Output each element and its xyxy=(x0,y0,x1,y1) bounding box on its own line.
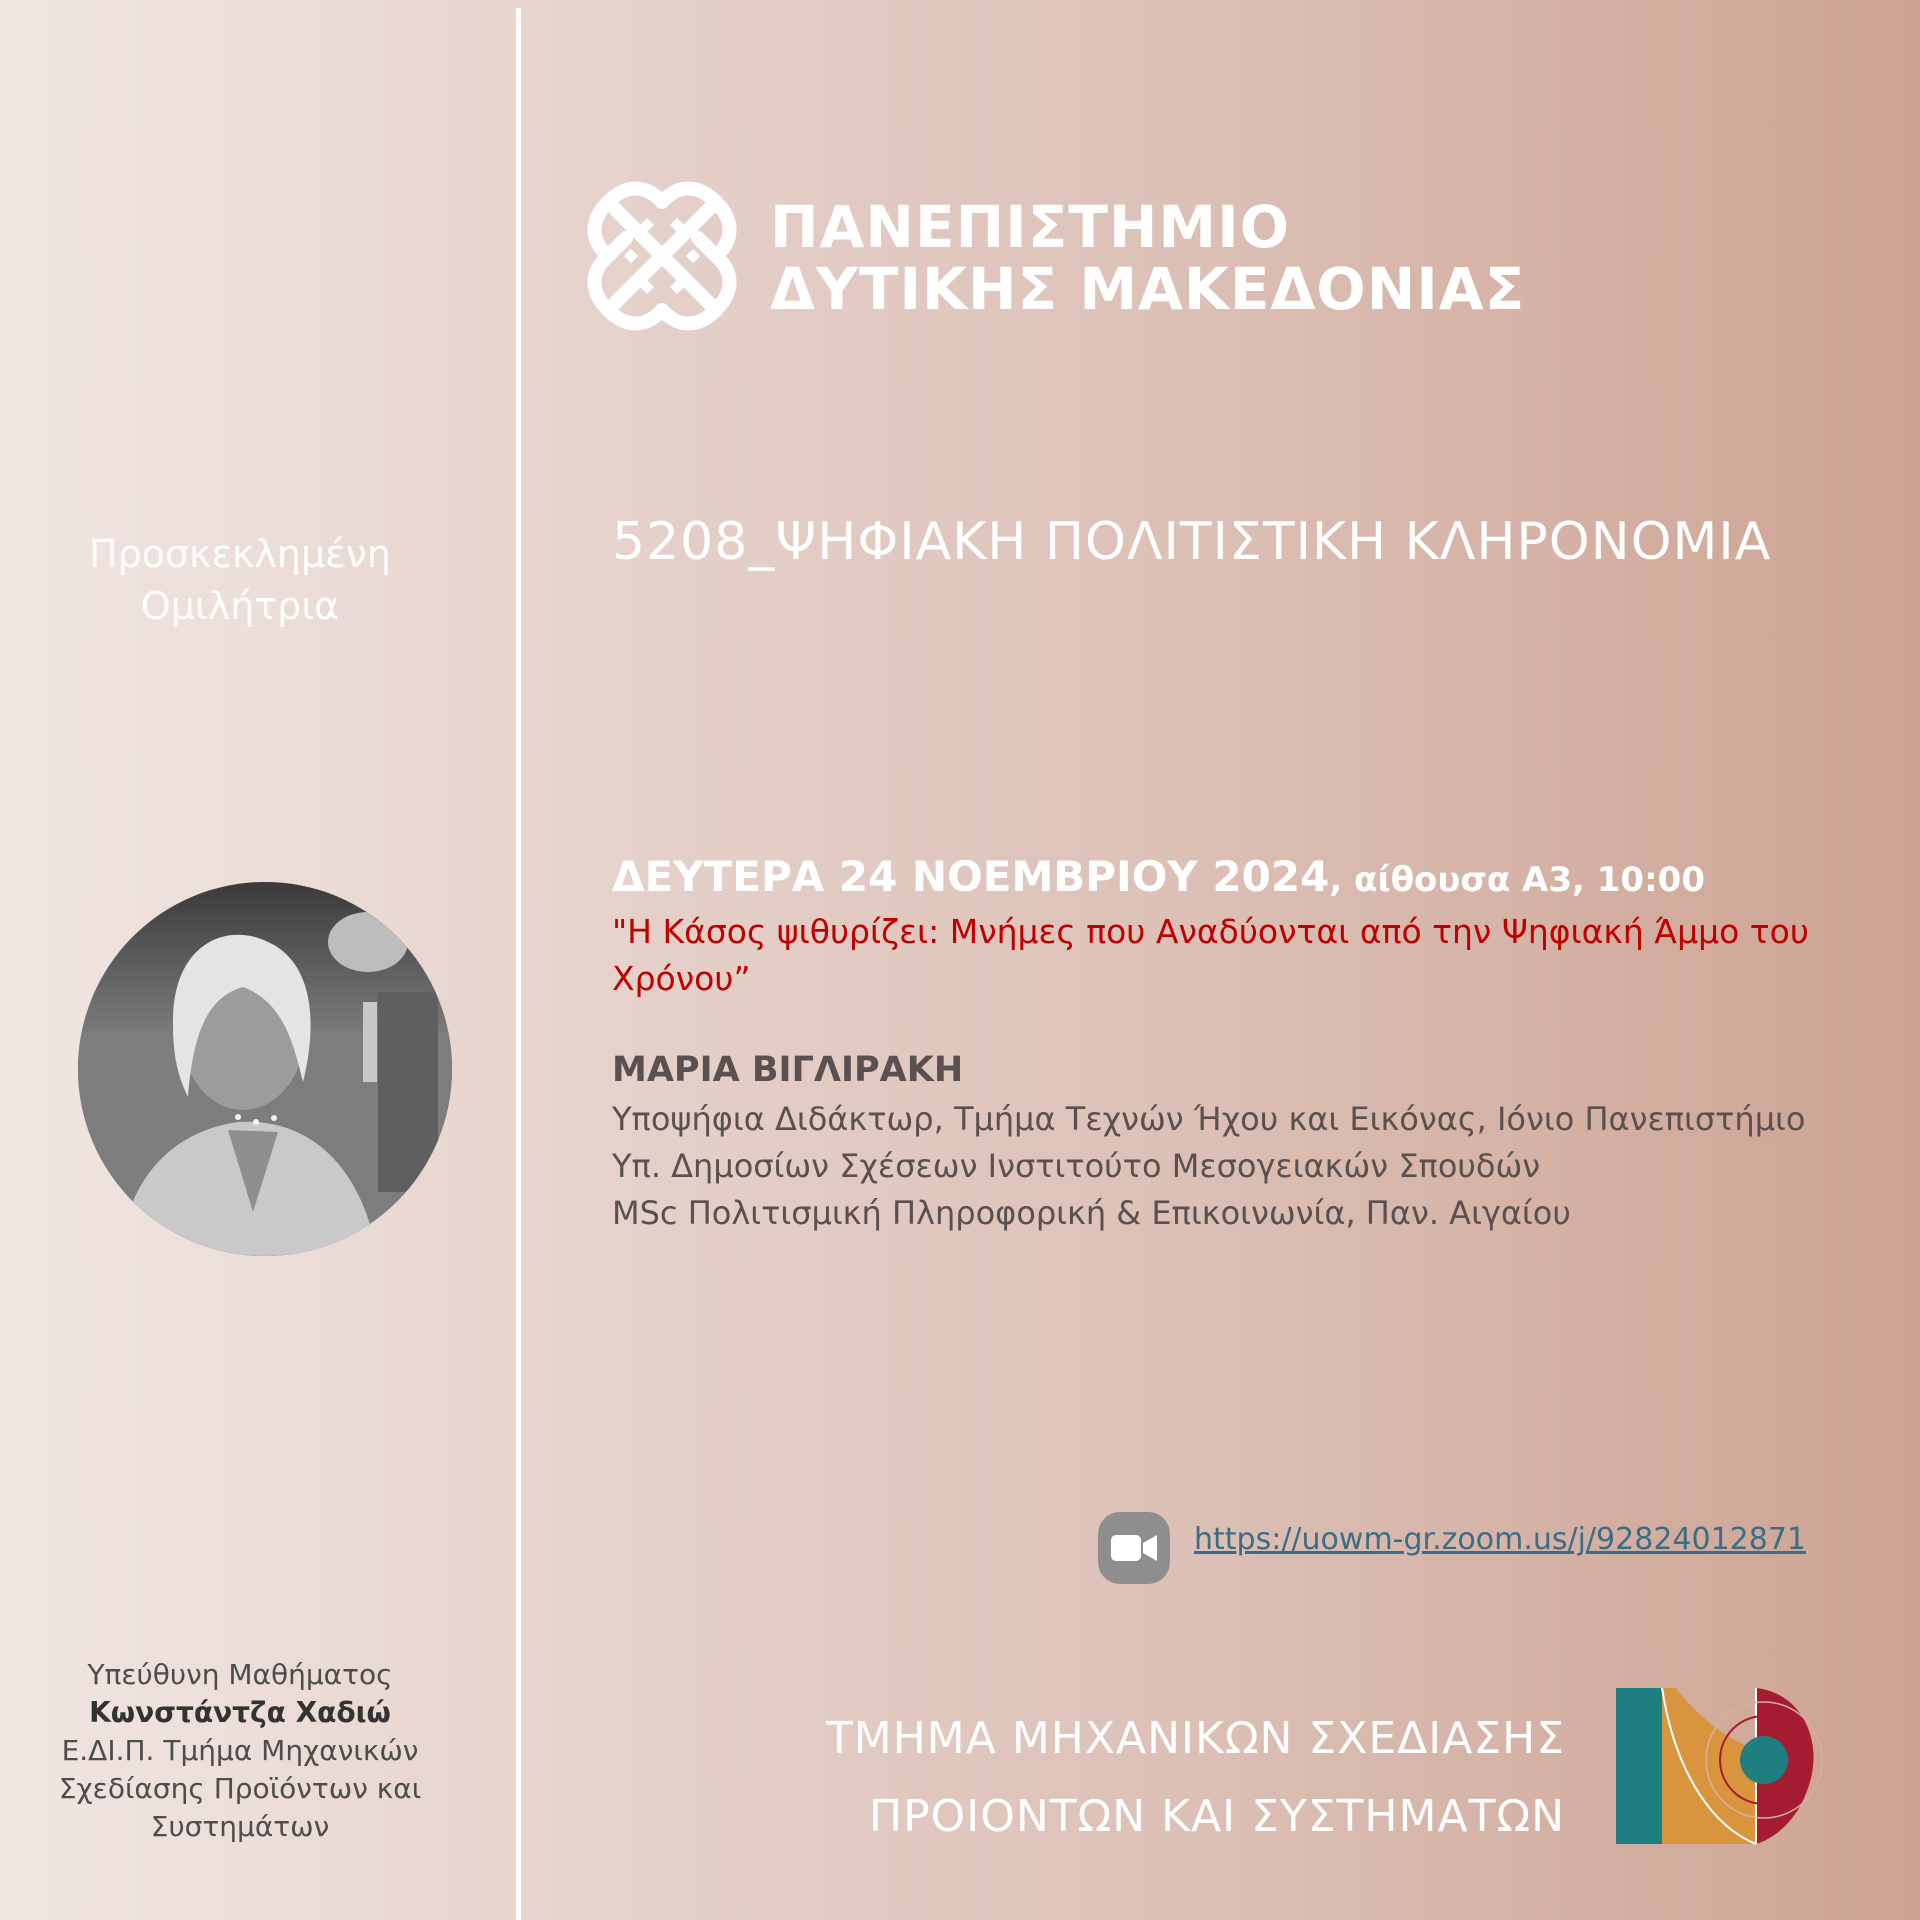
speaker-photo-image xyxy=(78,882,452,1256)
speaker-bio xyxy=(612,1096,1805,1237)
course-lead-info xyxy=(40,1656,440,1846)
invited-speaker-line1: Προσκεκλημένη xyxy=(89,532,391,576)
speaker-photo xyxy=(78,882,452,1256)
invited-speaker-label xyxy=(40,528,440,632)
course-lead-affiliation-line2: Σχεδίασης Προϊόντων και xyxy=(58,1772,422,1805)
zoom-meeting-link[interactable]: https://uowm-gr.zoom.us/j/92824012871 xyxy=(1194,1522,1807,1557)
department-name-line2: ΠΡΟΙΟΝΤΩΝ ΚΑΙ ΣΥΣΤΗΜΑΤΩΝ xyxy=(868,1791,1565,1842)
video-camera-icon[interactable] xyxy=(1098,1512,1170,1584)
talk-title: "Η Κάσος ψιθυρίζει: Μνήμες που Αναδύονται από την Ψηφιακή Άμμο του Χρόνου” xyxy=(612,912,1809,998)
course-title: 5208_ΨΗΦΙΑΚΗ ΠΟΛΙΤΙΣΤΙΚΗ ΚΛΗΡΟΝΟΜΙΑ xyxy=(612,512,1772,572)
university-name xyxy=(770,193,1526,323)
department-name xyxy=(780,1700,1565,1856)
vertical-divider xyxy=(516,8,521,1920)
course-lead-name: Κωνστάντζα Χαδιώ xyxy=(89,1696,391,1729)
speaker-name: ΜΑΡΙΑ ΒΙΓΛΙΡΑΚΗ xyxy=(612,1050,964,1090)
university-name-line2: ΔΥΤΙΚΗΣ ΜΑΚΕΔΟΝΙΑΣ xyxy=(770,255,1526,323)
speaker-bio-line2: Υπ. Δημοσίων Σχέσεων Ινστιτούτο Μεσογειακών Σπουδών xyxy=(612,1147,1541,1185)
course-lead-affiliation-line3: Συστημάτων xyxy=(150,1810,330,1843)
course-lead-affiliation-line1: Ε.ΔΙ.Π. Τμήμα Μηχανικών xyxy=(61,1734,419,1767)
speaker-bio-line3: MSc Πολιτισμική Πληροφορική & Επικοινωνία, Παν. Αιγαίου xyxy=(612,1194,1571,1232)
department-name-line1: ΤΜΗΜΑ ΜΗΧΑΝΙΚΩΝ ΣΧΕΔΙΑΣΗΣ xyxy=(825,1713,1565,1764)
university-logo-icon xyxy=(586,180,738,336)
speaker-bio-line1: Υποψήφια Διδάκτωρ, Τμήμα Τεχνών Ήχου και Εικόνας, Ιόνιο Πανεπιστήμιο xyxy=(612,1100,1806,1138)
invited-speaker-line2: Ομιλήτρια xyxy=(140,584,340,628)
event-date-main: ΔΕΥΤΕΡΑ 24 ΝΟΕΜΒΡΙΟΥ 2024 xyxy=(612,852,1330,901)
course-lead-role: Υπεύθυνη Μαθήματος xyxy=(87,1658,393,1691)
event-room-time: , αίθουσα Α3, 10:00 xyxy=(1329,860,1705,900)
university-name-line1: ΠΑΝΕΠΙΣΤΗΜΙΟ xyxy=(770,193,1291,261)
event-date xyxy=(612,852,1705,901)
department-logo-icon xyxy=(1616,1688,1826,1852)
